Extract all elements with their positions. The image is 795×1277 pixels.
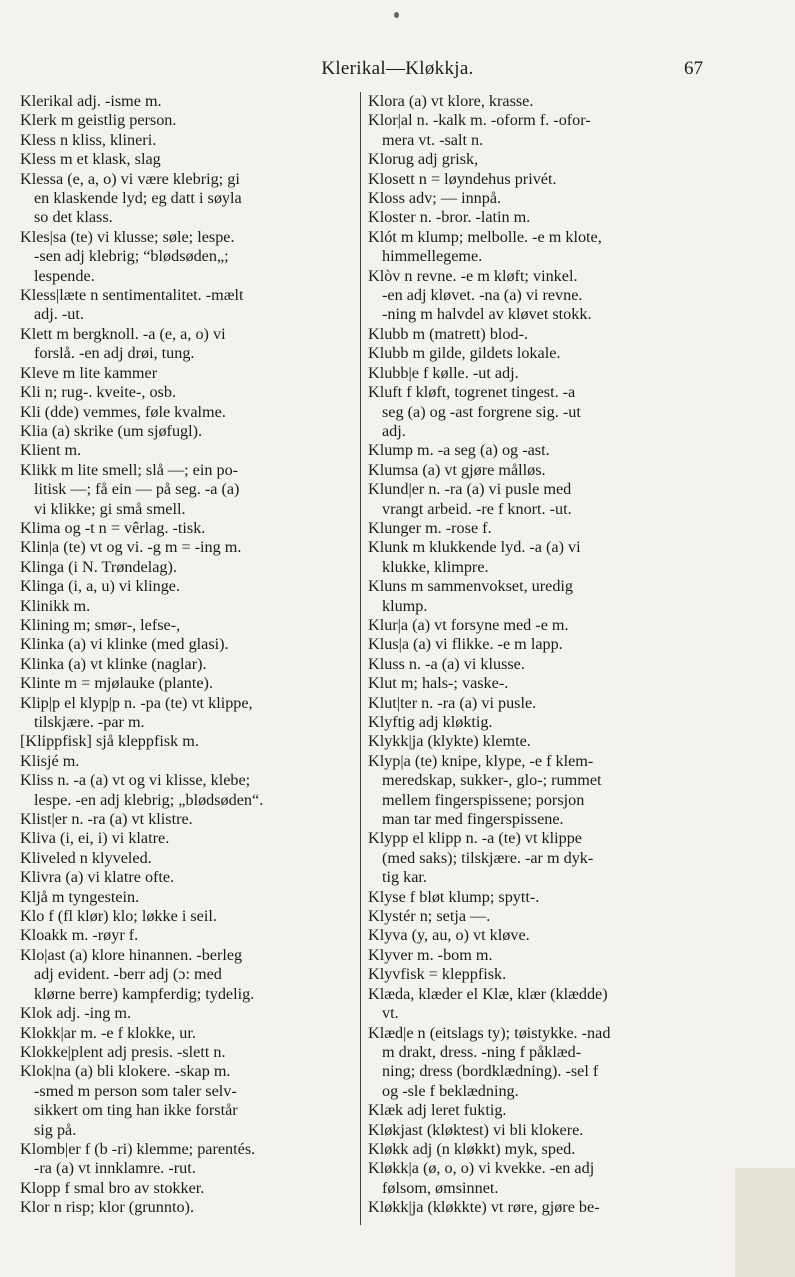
dictionary-entry	[368, 538, 698, 577]
entry-line: m drakt, dress. -ning f påklæd-	[382, 1042, 582, 1061]
left-column	[20, 92, 354, 1218]
entry-line: (med saks); tilskjære. -ar m dyk-	[382, 848, 594, 867]
entry-line: Klinte m = mjølauke (plante).	[20, 674, 213, 693]
entry-line: Kløkk adj (n kløkkt) myk, sped.	[368, 1139, 576, 1158]
entry-line: Kløkk|ja (kløkkte) vt røre, gjøre be-	[368, 1198, 600, 1217]
entry-line: Klunk m klukkende lyd. -a (a) vi	[368, 538, 581, 557]
dictionary-entry	[20, 810, 354, 829]
entry-line: Kliveled n klyveled.	[20, 848, 152, 867]
dictionary-entry	[20, 1043, 354, 1062]
entry-line: Klient m.	[20, 441, 82, 460]
entry-line: -en adj kløvet. -na (a) vi revne.	[382, 286, 583, 305]
dictionary-entry	[368, 888, 698, 907]
dictionary-entry	[20, 577, 354, 596]
entry-line: Klyver m. -bom m.	[368, 945, 493, 964]
entry-line: Klokke|plent adj presis. -slett n.	[20, 1042, 226, 1061]
entry-line: Klima og -t n = vêrlag. -tisk.	[20, 518, 206, 537]
entry-line: forslå. -en adj drøi, tung.	[34, 344, 195, 363]
dictionary-entry	[20, 170, 354, 228]
entry-line: lespende.	[34, 266, 95, 285]
entry-line: Klut m; hals-; vaske-.	[368, 674, 509, 693]
dictionary-entry	[20, 1179, 354, 1198]
dictionary-entry	[20, 441, 354, 460]
entry-line: Klinga (i N. Trøndelag).	[20, 557, 177, 576]
dictionary-entry	[368, 926, 698, 945]
entry-line: Klæda, klæder el Klæ, klær (klædde)	[368, 984, 608, 1003]
entry-line: Klót m klump; melbolle. -e m klote,	[368, 227, 602, 246]
entry-line: Klinka (a) vt klinke (naglar).	[20, 654, 207, 673]
entry-line: vi klikke; gi små smell.	[34, 499, 186, 518]
dictionary-entry	[20, 92, 354, 111]
dictionary-entry	[368, 829, 698, 887]
dictionary-entry	[368, 111, 698, 150]
dictionary-entry	[20, 519, 354, 538]
entry-line: Klypp el klipp n. -a (te) vt klippe	[368, 829, 582, 848]
entry-line: Klokk|ar m. -e f klokke, ur.	[20, 1023, 196, 1042]
dictionary-entry	[368, 208, 698, 227]
entry-line: Klykk|ja (klykte) klemte.	[368, 732, 531, 751]
entry-line: sikkert om ting han ikke forstår	[34, 1101, 238, 1120]
entry-line: Klyvfisk = kleppfisk.	[368, 965, 507, 984]
entry-line: sig på.	[34, 1120, 77, 1139]
dictionary-entry	[20, 325, 354, 364]
entry-line: mellem fingerspissene; porsjon	[382, 790, 585, 809]
dictionary-entry	[368, 189, 698, 208]
entry-line: Klinka (a) vi klinke (med glasi).	[20, 635, 229, 654]
dictionary-entry	[20, 752, 354, 771]
entry-line: vt.	[382, 1004, 399, 1023]
dictionary-entry	[20, 907, 354, 926]
entry-line: Klubb m gilde, gildets lokale.	[368, 344, 561, 363]
entry-line: Klyva (y, au, o) vt kløve.	[368, 926, 530, 945]
dictionary-entry	[368, 616, 698, 635]
entry-line: Klinikk m.	[20, 596, 91, 615]
dictionary-entry	[368, 577, 698, 616]
dictionary-entry	[20, 1140, 354, 1179]
entry-line: Kloakk m. -røyr f.	[20, 926, 139, 945]
dictionary-entry	[20, 926, 354, 945]
dictionary-entry	[368, 674, 698, 693]
entry-line: -ra (a) vt innklamre. -rut.	[34, 1159, 196, 1178]
page-corner-shadow	[735, 1168, 795, 1277]
dictionary-entry	[368, 92, 698, 111]
entry-line: Klin|a (te) vt og vi. -g m = -ing m.	[20, 538, 242, 557]
entry-line: Klumsa (a) vt gjøre målløs.	[368, 460, 546, 479]
dictionary-entry	[20, 286, 354, 325]
entry-line: Klikk m lite smell; slå —; ein po-	[20, 460, 239, 479]
dictionary-entry	[20, 694, 354, 733]
entry-line: Klerk m geistlig person.	[20, 111, 177, 130]
dictionary-entry	[368, 635, 698, 654]
dictionary-entry	[20, 616, 354, 635]
entry-line: Klist|er n. -ra (a) vt klistre.	[20, 810, 193, 829]
entry-line: Klora (a) vt klore, krasse.	[368, 92, 534, 110]
dictionary-entry	[20, 150, 354, 169]
dictionary-entry	[368, 965, 698, 984]
dictionary-entry	[20, 1004, 354, 1023]
dictionary-entry	[368, 344, 698, 363]
entry-line: Kliss n. -a (a) vt og vi klisse, klebe;	[20, 771, 251, 790]
dictionary-entry	[20, 1198, 354, 1217]
entry-line: Klus|a (a) vi flikke. -e m lapp.	[368, 635, 563, 654]
print-mark	[394, 12, 399, 18]
entry-line: litisk —; få ein — på seg. -a (a)	[34, 480, 240, 499]
dictionary-entry	[368, 752, 698, 830]
entry-line: Klining m; smør-, lefse-,	[20, 615, 181, 634]
dictionary-entry	[20, 655, 354, 674]
entry-line: mera vt. -salt n.	[382, 130, 484, 149]
dictionary-entry	[20, 538, 354, 557]
dictionary-entry	[368, 1159, 698, 1198]
entry-line: adj.	[382, 421, 406, 440]
dictionary-entry	[20, 597, 354, 616]
entry-line: Klorug adj grisk,	[368, 150, 479, 169]
dictionary-entry	[20, 946, 354, 1004]
entry-line: Kløkk|a (ø, o, o) vi kvekke. -en adj	[368, 1159, 595, 1178]
entry-line: Kleve m lite kammer	[20, 363, 158, 382]
entry-line: Klubb|e f kølle. -ut adj.	[368, 363, 519, 382]
entry-line: følsom, ømsinnet.	[382, 1178, 499, 1197]
dictionary-entry	[368, 519, 698, 538]
dictionary-entry	[20, 829, 354, 848]
entry-line: adj. -ut.	[34, 305, 84, 324]
page-number: 67	[684, 58, 703, 79]
dictionary-entry	[368, 325, 698, 344]
entry-line: Klok adj. -ing m.	[20, 1004, 132, 1023]
dictionary-entry	[368, 1121, 698, 1140]
entry-line: himmellegeme.	[382, 247, 483, 266]
entry-line: Kluns m sammenvokset, uredig	[368, 577, 574, 596]
dictionary-entry	[368, 1140, 698, 1159]
dictionary-entry	[368, 985, 698, 1024]
entry-line: Klisjé m.	[20, 751, 80, 770]
dictionary-entry	[368, 907, 698, 926]
entry-line: Klo f (fl klør) klo; løkke i seil.	[20, 907, 217, 926]
entry-line: [Klippfisk] sjå kleppfisk m.	[20, 732, 199, 751]
entry-line: Klund|er n. -ra (a) vi pusle med	[368, 480, 572, 499]
entry-line: Kless m et klask, slag	[20, 150, 161, 169]
entry-line: vrangt arbeid. -re f knort. -ut.	[382, 499, 572, 518]
dictionary-entry	[368, 1024, 698, 1102]
entry-line: ning; dress (bordklædning). -sel f	[382, 1062, 599, 1081]
entry-line: meredskap, sukker-, glo-; rummet	[382, 771, 602, 790]
entry-line: Klump m. -a seg (a) og -ast.	[368, 441, 550, 460]
entry-line: tig kar.	[382, 868, 427, 887]
right-column	[368, 92, 698, 1218]
entry-line: Klæk adj leret fuktig.	[368, 1101, 507, 1120]
entry-line: Kless|læte n sentimentalitet. -mælt	[20, 286, 244, 305]
entry-line: -smed m person som taler selv-	[34, 1081, 237, 1100]
dictionary-entry	[368, 228, 698, 267]
dictionary-entry	[20, 1024, 354, 1043]
dictionary-entry	[368, 170, 698, 189]
dictionary-entry	[20, 403, 354, 422]
entry-line: Klo|ast (a) klore hinannen. -berleg	[20, 945, 243, 964]
entry-line: Klessa (e, a, o) vi være klebrig; gi	[20, 169, 240, 188]
dictionary-entry	[368, 1198, 698, 1217]
entry-line: Kløkjast (kløktest) vi bli klokere.	[368, 1120, 584, 1139]
dictionary-entry	[20, 674, 354, 693]
dictionary-entry	[20, 558, 354, 577]
dictionary-entry	[20, 771, 354, 810]
dictionary-entry	[20, 461, 354, 519]
entry-line: so det klass.	[34, 208, 113, 227]
dictionary-entry	[20, 383, 354, 402]
dictionary-entry	[368, 732, 698, 751]
entry-line: Klor|al n. -kalk m. -oform f. -ofor-	[368, 111, 591, 130]
dictionary-entry	[368, 655, 698, 674]
entry-line: Klyp|a (te) knipe, klype, -e f klem-	[368, 751, 594, 770]
entry-line: Klivra (a) vi klatre ofte.	[20, 868, 175, 887]
entry-line: Klett m bergknoll. -a (e, a, o) vi	[20, 324, 226, 343]
dictionary-entry	[368, 364, 698, 383]
dictionary-entry	[368, 383, 698, 441]
dictionary-entry	[20, 364, 354, 383]
dictionary-entry	[20, 635, 354, 654]
entry-line: klørne berre) kampferdig; tydelig.	[34, 984, 255, 1003]
dictionary-entry	[20, 849, 354, 868]
entry-line: Klok|na (a) bli klokere. -skap m.	[20, 1062, 231, 1081]
dictionary-entry	[20, 732, 354, 751]
entry-line: Klinga (i, a, u) vi klinge.	[20, 577, 181, 596]
entry-line: Klyse f bløt klump; spytt-.	[368, 887, 540, 906]
entry-line: Kless n kliss, klineri.	[20, 130, 157, 149]
entry-line: adj evident. -berr adj (ɔ: med	[34, 965, 222, 984]
entry-line: Klyftig adj kløktig.	[368, 713, 493, 731]
entry-line: Kloss adv; — innpå.	[368, 189, 502, 208]
entry-line: Klosett n = løyndehus privét.	[368, 169, 557, 188]
dictionary-entry	[20, 111, 354, 130]
entry-line: Klomb|er f (b -ri) klemme; parentés.	[20, 1139, 256, 1158]
dictionary-entry	[20, 1062, 354, 1140]
entry-line: Klystér n; setja —.	[368, 907, 491, 926]
entry-line: klump.	[382, 596, 428, 615]
dictionary-entry	[20, 228, 354, 286]
dictionary-entry	[368, 694, 698, 713]
dictionary-entry	[368, 480, 698, 519]
dictionary-entry	[368, 267, 698, 325]
entry-line: Kluss n. -a (a) vi klusse.	[368, 654, 525, 673]
dictionary-entry	[368, 441, 698, 460]
entry-line: Klæd|e n (eitslags ty); tøistykke. -nad	[368, 1023, 611, 1042]
entry-line: Klor n risp; klor (grunnto).	[20, 1198, 194, 1217]
entry-line: Kluft f kløft, togrenet tingest. -a	[368, 383, 576, 402]
entry-line: -ning m halvdel av kløvet stokk.	[382, 305, 592, 324]
dictionary-entry	[368, 150, 698, 169]
entry-line: Klur|a (a) vt forsyne med -e m.	[368, 615, 569, 634]
entry-line: Klerikal adj. -isme m.	[20, 92, 162, 110]
entry-line: Klopp f smal bro av stokker.	[20, 1178, 205, 1197]
entry-line: Kliva (i, ei, i) vi klatre.	[20, 829, 170, 848]
dictionary-entry	[368, 1101, 698, 1120]
entry-line: Klut|ter n. -ra (a) vi pusle.	[368, 693, 537, 712]
dictionary-entry	[368, 946, 698, 965]
entry-line: klukke, klimpre.	[382, 557, 489, 576]
entry-line: en klaskende lyd; eg datt i søyla	[34, 189, 242, 208]
entry-line: Klunger m. -rose f.	[368, 518, 492, 537]
entry-line: Kljå m tyngestein.	[20, 887, 140, 906]
entry-line: Klubb m (matrett) blod-.	[368, 324, 529, 343]
entry-line: man tar med fingerspissene.	[382, 810, 564, 829]
page-header	[0, 58, 795, 84]
entry-line: Klòv n revne. -e m kløft; vinkel.	[368, 266, 578, 285]
entry-line: -sen adj klebrig; “bløds‌øden„;	[34, 247, 229, 266]
entry-line: Klip|p el klyp|p n. -pa (te) vt klippe,	[20, 693, 253, 712]
dictionary-entry	[20, 131, 354, 150]
entry-line: Kli (dde) vemmes, føle kvalme.	[20, 402, 226, 421]
page-title: Klerikal—Kløkkja.	[321, 58, 474, 79]
entry-line: Klia (a) skrike (um sjøfugl).	[20, 421, 203, 440]
column-divider	[360, 92, 361, 1225]
dictionary-entry	[368, 713, 698, 732]
dictionary-entry	[20, 888, 354, 907]
entry-line: lespe. -en adj klebrig; „blødsøden“.	[34, 790, 264, 809]
entry-line: tilskjære. -par m.	[34, 713, 145, 731]
entry-line: og -sle f beklædning.	[382, 1081, 519, 1100]
entry-line: Kles|sa (te) vi klusse; søle; lespe.	[20, 227, 235, 246]
entry-line: seg (a) og -ast forgrene sig. -ut	[382, 402, 581, 421]
entry-line: Kloster n. -bror. -latin m.	[368, 208, 531, 227]
dictionary-entry	[20, 868, 354, 887]
dictionary-entry	[20, 422, 354, 441]
entry-line: Kli n; rug-. kveite-, osb.	[20, 383, 177, 402]
dictionary-entry	[368, 461, 698, 480]
